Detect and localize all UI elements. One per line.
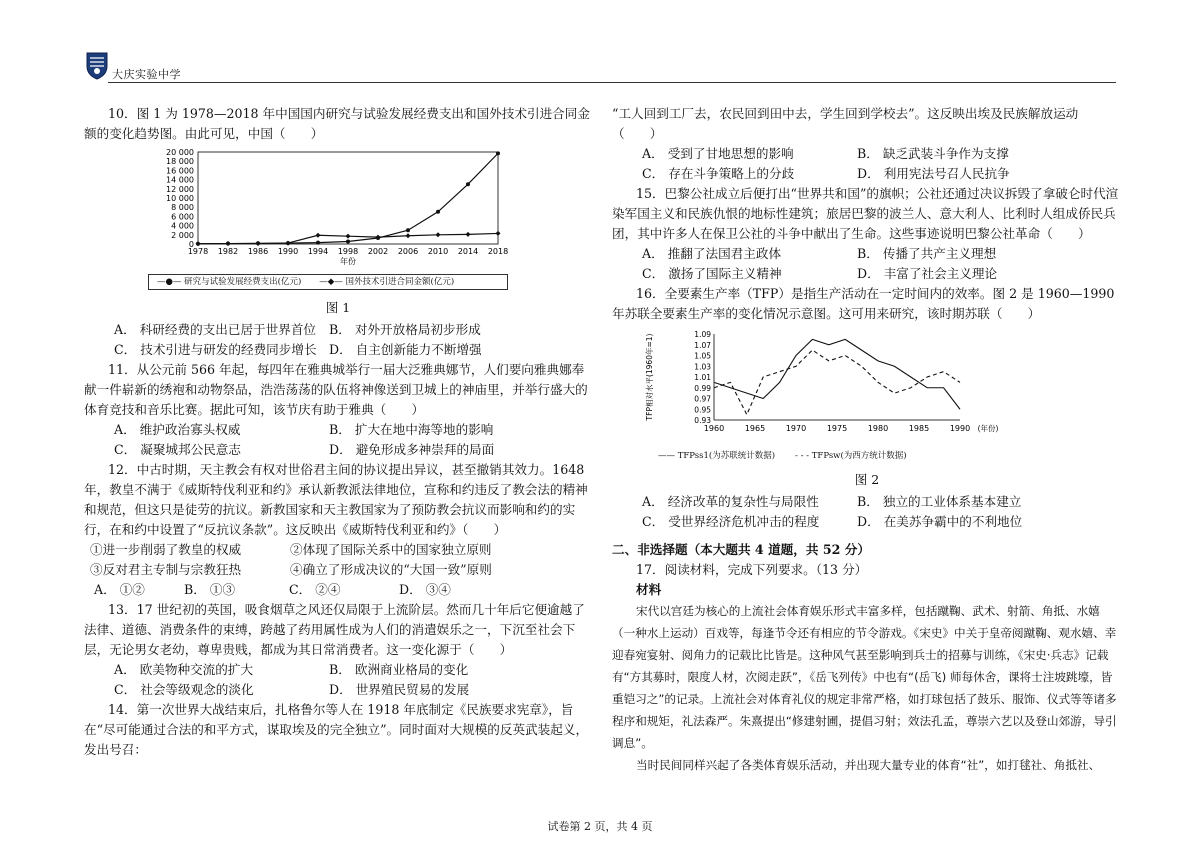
- y-tick-label: 0.99: [694, 383, 711, 393]
- question-14-options: [612, 144, 1122, 184]
- tech-data-point: [316, 233, 321, 238]
- question-11-stem: 11．从公元前 566 年起，每四年在雅典城举行一届大泛雅典娜节，人们要向雅典娜奉献一件崭新的绣袍和动物祭品，浩浩荡荡的队伍将神像送到卫城上的神庙里，并举行盛大的体育竞技和音乐比赛。据此可知，该节庆有助于雅典（ ）: [84, 362, 588, 417]
- x-tick-label: 1990: [949, 424, 971, 433]
- y-tick-label: 10 000: [166, 194, 194, 203]
- option-b[interactable]: B． 独立的工业体系基本建立: [857, 494, 1022, 509]
- question-15-options: [612, 244, 1122, 284]
- x-tick-label: 2018: [487, 247, 509, 256]
- option-b[interactable]: B． ①③: [184, 582, 236, 597]
- option-a[interactable]: A． 经济改革的复杂性与局限性: [642, 494, 819, 509]
- question-12-options: [84, 580, 592, 600]
- section-2-heading: 二、非选择题（本大题共 4 道题，共 52 分）: [612, 542, 870, 557]
- legend-item-tech: —◆— 国外技术引进合同金额(亿元): [319, 277, 455, 287]
- x-tick-label: 1982: [217, 247, 239, 256]
- rd-expenditure-line: [198, 153, 498, 243]
- option-a[interactable]: A． 科研经费的支出已居于世界首位: [114, 322, 317, 337]
- figure-1-chart: [148, 146, 508, 272]
- option-d[interactable]: D． 利用宪法号召人民抗争: [857, 166, 1010, 181]
- option-b[interactable]: B． 缺乏武装斗争作为支撑: [857, 146, 1009, 161]
- figure-1-legend: [148, 274, 508, 290]
- question-11-options: [84, 420, 592, 460]
- rd-data-point: [496, 151, 500, 155]
- y-tick-label: 12 000: [166, 184, 194, 194]
- question-14-stem: 14．第一次世界大战结束后，扎格鲁尔等人在 1918 年底制定《民族要求宪章》，旨在“尽可能通过合法的和平方式，谋取埃及的完全独立”。同时面对大规模的反英武装起义，发出号召：: [84, 702, 589, 757]
- option-a[interactable]: A． 维护政治寡头权威: [114, 422, 241, 437]
- tech-data-point: [286, 241, 291, 246]
- tfp-soviet-line: [714, 339, 960, 409]
- question-12-stem: 12．中古时期，天主教会有权对世俗君主间的协议提出异议，甚至撤销其效力。1648 年，教皇不满于《威斯特伐利亚和约》承认新教派法律地位，宣称和约违反了教会法的精神和规范，但这只是徒劳的抗议。新教国家和天主教国家为了预防教会抗议而影响和约的实行，在和约中设置了“反抗议条款”。这反映出《威斯特伐利亚和约》（ ）: [84, 462, 588, 537]
- option-b[interactable]: B． 对外开放格局初步形成: [329, 322, 481, 337]
- y-tick-label: 2 000: [171, 230, 194, 240]
- tech-data-point: [256, 241, 261, 246]
- x-tick-label: 1975: [826, 424, 848, 433]
- rd-data-point: [316, 241, 320, 245]
- option-c[interactable]: C． 存在斗争策略上的分歧: [642, 166, 795, 181]
- question-16-options: [612, 492, 1122, 532]
- question-10-stem: 10．图 1 为 1978—2018 年中国国内研究与试验发展经费支出和国外技术引进合同金额的变化趋势图。由此可见，中国（ ）: [84, 106, 590, 141]
- option-c[interactable]: C． 受世界经济危机冲击的程度: [642, 514, 820, 529]
- header-rule: [108, 82, 1116, 83]
- figure-2: [640, 328, 999, 448]
- rd-data-point: [346, 239, 350, 243]
- x-tick-label: 1978: [187, 247, 209, 256]
- legend-label-soviet: TFPss1(为苏联统计数据): [677, 451, 776, 461]
- question-14-continued: “工人回到工厂去，农民回到田中去，学生回到学校去”。这反映出埃及民族解放运动（ ）: [612, 106, 1079, 141]
- y-tick-label: 8 000: [171, 203, 194, 213]
- option-d[interactable]: D． 世界殖民贸易的发展: [329, 682, 470, 697]
- legend-item-rd: —●— 研究与试验发展经费支出(亿元): [157, 277, 302, 287]
- tech-data-point: [196, 241, 201, 246]
- statement-3: ③反对君主专制与宗教狂热: [90, 562, 242, 577]
- figure-2-chart: [640, 328, 999, 442]
- x-tick-label: 1986: [247, 247, 269, 256]
- figure-1-caption: 图 1: [325, 300, 351, 315]
- x-tick-label: 1980: [867, 424, 889, 433]
- y-tick-label: 1.07: [694, 340, 711, 350]
- material-paragraph-2: 当时民间同样兴起了各类体育娱乐活动，并出现大量专业的体育“社”，如打毬社、角抵社、: [636, 758, 1101, 772]
- x-tick-label: 2006: [397, 247, 419, 256]
- x-axis-unit: (年份): [977, 424, 999, 433]
- rd-data-point: [406, 228, 410, 232]
- option-d[interactable]: D． ③④: [399, 582, 451, 597]
- y-tick-label: 16 000: [166, 166, 194, 176]
- school-name: 大庆实验中学: [112, 68, 181, 81]
- rd-data-point: [466, 182, 470, 186]
- figure-2-caption: 图 2: [854, 472, 880, 487]
- tech-data-point: [496, 231, 501, 236]
- option-b[interactable]: B． 扩大在地中海等地的影响: [329, 422, 494, 437]
- y-tick-label: 18 000: [166, 157, 194, 167]
- option-c[interactable]: C． 激扬了国际主义精神: [642, 266, 782, 281]
- left-column: [84, 104, 592, 760]
- x-tick-label: 1960: [703, 424, 725, 433]
- x-axis-label: 年份: [340, 257, 356, 266]
- legend-label-western: TFPsw(为西方统计数据): [811, 451, 907, 461]
- legend-label-rd: 研究与试验发展经费支出(亿元): [184, 277, 302, 287]
- y-tick-label: 1.09: [694, 330, 711, 339]
- figure-1: [148, 146, 508, 294]
- question-17-stem: 17．阅读材料，完成下列要求。（13 分）: [636, 562, 868, 577]
- statement-2: ②体现了国际关系中的国家独立原则: [290, 542, 492, 557]
- material-paragraph-1: 宋代以宫廷为核心的上流社会体育娱乐形式丰富多样，包括蹴鞠、武术、射箭、角抵、水嬉（一种水上运动）百戏等，每逢节令还有相应的节令游戏。《宋史》中关于皇帝阅蹴鞠、观水嬉、幸迎春宛宴射、阅角力的记载比比皆是。这种风气甚至影响到兵士的招募与训练，《宋史·兵志》记载有“方其募时，限度人材，次阅走跃”，《岳飞列传》中也有“(岳飞) 师每休舍，课将士注坡跳壕，皆重铠习之”的记录。上流社会对体育礼仪的规定非常严格，如打球包括了鼓乐、服饰、仪式等等诸多程序和规矩，礼法森严。朱熹提出“修建射圃，提倡习射；效法孔孟，尊崇六艺以及登山郊游，导引调息”。: [612, 604, 1117, 750]
- tech-data-point: [226, 241, 231, 246]
- school-logo-icon: [84, 50, 110, 80]
- question-13-stem: 13．17 世纪初的英国，吸食烟草之风还仅局限于上流阶层。然而几十年后它便逾越了法律、道德、消费条件的束缚，跨越了药用属性成为人们的消遣娱乐之一，下沉至社会下层，无论男女老幼，尊卑贵贱，都成为其日常消费者。这一变化源于（ ）: [84, 602, 585, 657]
- y-tick-label: 0.97: [694, 394, 711, 404]
- tech-data-point: [346, 234, 351, 239]
- option-d[interactable]: D． 自主创新能力不断增强: [329, 342, 482, 357]
- x-tick-label: 2010: [427, 247, 449, 256]
- option-c[interactable]: C． 技术引进与研发的经费同步增长: [114, 342, 317, 357]
- option-d[interactable]: D． 在美苏争霸中的不利地位: [857, 514, 1023, 529]
- option-c[interactable]: C． 凝聚城邦公民意志: [114, 442, 241, 457]
- legend-label-tech: 国外技术引进合同金额(亿元): [345, 277, 455, 287]
- rd-data-point: [436, 210, 440, 214]
- material-label: 材料: [636, 582, 662, 597]
- right-column: [612, 104, 1122, 776]
- page-footer: 试卷第 2 页，共 4 页: [547, 820, 653, 833]
- y-tick-label: 14 000: [166, 175, 194, 185]
- statement-4: ④确立了形成决议的“大国一致”原则: [290, 562, 492, 577]
- question-12-statements: [84, 540, 592, 580]
- y-tick-label: 1.01: [694, 373, 711, 382]
- option-d[interactable]: D． 丰富了社会主义理论: [857, 266, 998, 281]
- tfp-western-line: [714, 350, 960, 415]
- x-tick-label: 1965: [744, 424, 766, 433]
- question-10-options: [84, 320, 592, 360]
- figure-2-legend: [612, 446, 1122, 466]
- question-15-stem: 15．巴黎公社成立后便打出“世界共和国”的旗帜；公社还通过决议拆毁了拿破仑时代渲染军国主义和民族仇恨的地标性建筑；旅居巴黎的波兰人、意大利人、比利时人组成侨民兵团，其中许多人在保卫公社的斗争中献出了生命。这些事迹说明巴黎公社革命（ ）: [612, 186, 1119, 241]
- option-c[interactable]: C． ②④: [289, 582, 341, 597]
- x-tick-label: 2002: [367, 247, 389, 256]
- option-b[interactable]: B． 欧洲商业格局的变化: [329, 662, 469, 677]
- statement-1: ①进一步削弱了教皇的权威: [90, 542, 242, 557]
- y-tick-label: 1.03: [694, 362, 711, 372]
- option-a[interactable]: A． ①②: [94, 582, 145, 597]
- x-tick-label: 1970: [785, 424, 807, 433]
- x-tick-label: 1994: [307, 247, 329, 256]
- tech-data-point: [406, 233, 411, 238]
- x-tick-label: 1985: [908, 424, 930, 433]
- option-d[interactable]: D． 避免形成多神崇拜的局面: [329, 442, 495, 457]
- y-tick-label: 1.05: [694, 351, 711, 361]
- y-tick-label: 0: [188, 240, 194, 249]
- tech-data-point: [466, 232, 471, 237]
- legend-item-soviet: —— TFPss1(为苏联统计数据): [658, 451, 776, 461]
- option-b[interactable]: B． 传播了共产主义理想: [857, 246, 997, 261]
- tech-data-point: [436, 232, 441, 237]
- x-tick-label: 1990: [277, 247, 299, 256]
- option-c[interactable]: C． 社会等级观念的淡化: [114, 682, 254, 697]
- y-axis-label: TFP相对水平(1960年=1): [645, 333, 654, 421]
- option-a[interactable]: A． 欧美物种交流的扩大: [114, 662, 254, 677]
- y-tick-label: 0.95: [694, 405, 711, 415]
- question-13-options: [84, 660, 592, 700]
- page-header: [84, 48, 1116, 84]
- option-a[interactable]: A． 受到了甘地思想的影响: [642, 146, 794, 161]
- option-a[interactable]: A． 推翻了法国君主政体: [642, 246, 782, 261]
- y-tick-label: 0.93: [694, 416, 711, 425]
- y-tick-label: 4 000: [171, 221, 194, 231]
- legend-item-western: - - - TFPsw(为西方统计数据): [795, 451, 907, 461]
- y-tick-label: 6 000: [171, 212, 194, 222]
- x-tick-label: 2014: [457, 247, 479, 256]
- y-tick-label: 20 000: [166, 148, 194, 157]
- question-16-stem: 16．全要素生产率（TFP）是指生产活动在一定时间内的效率。图 2 是 1960—1990 年苏联全要素生产率的变化情况示意图。这可用来研究，该时期苏联（ ）: [612, 286, 1115, 321]
- x-tick-label: 1998: [337, 247, 359, 256]
